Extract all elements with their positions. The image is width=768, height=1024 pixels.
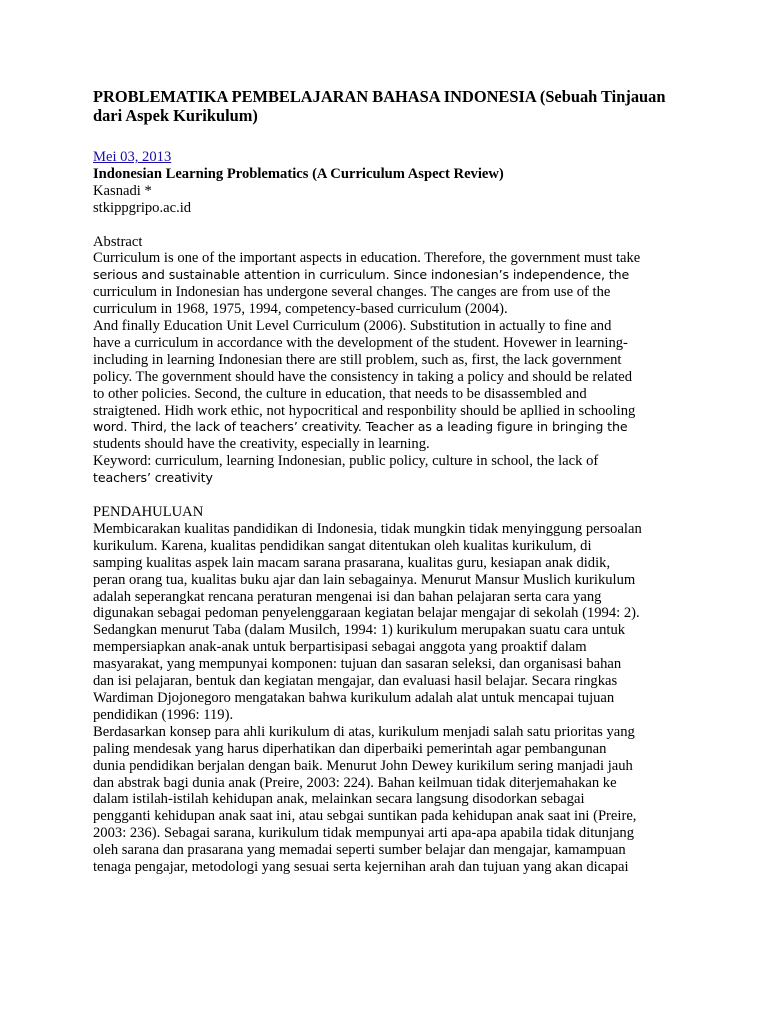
text-line: dunia pendidikan berjalan dengan baik. Menurut John Dewey kurikilum sering manjadi jauh [93, 757, 633, 774]
text-line: samping kualitas aspek lain macam sarana prasarana, kualitas guru, kesiapan anak didik, [93, 554, 611, 571]
text-line: dalam istilah-istilah kehidupan anak, melainkan secara langsung disodorkan sebagai [93, 791, 585, 808]
text-line: masyarakat, yang mempunyai komponen: tujuan dan sasaran seleksi, dan organisasi bahan [93, 656, 622, 673]
section-heading: PENDAHULUAN [93, 504, 204, 520]
text-line: policy. The government should have the consistency in taking a policy and should be related [93, 368, 633, 385]
text-line: pengganti kehidupan anak saat ini, atau sebgai suntikan pada kehidupan anak saat ini (Preire, [93, 808, 637, 825]
text-line: peran orang tua, kualitas buku ajar dan lain sebagainya. Menurut Mansur Muslich kurikulum [93, 571, 636, 588]
text-line: Keyword: curriculum, learning Indonesian, public policy, culture in school, the lack of [93, 453, 599, 470]
article-title: PROBLEMATIKA PEMBELAJARAN BAHASA INDONESIA (Sebuah Tinjauan dari Aspek Kurikulum) [93, 87, 666, 125]
text-line: paling mendesak yang harus diperhatikan dan diperbaiki pemerintah agar pembangunan [93, 740, 607, 757]
text-line: to other policies. Second, the culture in education, that needs to be disassembled and [93, 385, 587, 402]
body-paragraph-1 [93, 521, 693, 724]
text-line: serious and sustainable attention in curriculum. Since indonesian’s independence, the [93, 267, 630, 283]
text-line: dan isi pelajaran, bentuk dan kegiatan mengajar, dan evaluasi hasil belajar. Secara ringkas [93, 673, 618, 690]
article-content [93, 87, 693, 876]
text-line: Membicarakan kualitas pandidikan di Indonesia, tidak mungkin tidak menyinggung persoalan [93, 520, 642, 537]
text-line: curriculum in 1968, 1975, 1994, competency-based curriculum (2004). [93, 301, 508, 318]
text-line: curriculum in Indonesian has undergone several changes. The canges are from use of the [93, 284, 611, 301]
text-line: adalah seperangkat rencana peraturan mengenai isi dan bahan pelajaran serta cara yang [93, 588, 602, 605]
text-line: And finally Education Unit Level Curriculum (2006). Substitution in actually to fine and [93, 318, 612, 335]
keywords-paragraph [93, 453, 693, 487]
text-line: kurikulum. Karena, kualitas pendidikan sangat ditentukan oleh kualitas kurikulum, di [93, 537, 592, 554]
text-line: Wardiman Djojonegoro mengatakan bahwa kurikulum adalah alat untuk mencapai tujuan [93, 689, 615, 706]
abstract-heading: Abstract [93, 233, 143, 250]
english-title: Indonesian Learning Problematics (A Curriculum Aspect Review) [93, 165, 504, 182]
affiliation: stkippgripo.ac.id [93, 199, 192, 216]
text-line: students should have the creativity, especially in learning. [93, 436, 430, 453]
text-line: oleh sarana dan prasarana yang memadai seperti sumber belajar dan mengajar, kamampuan [93, 842, 626, 859]
body-paragraph-2 [93, 724, 693, 876]
post-date-link[interactable]: Mei 03, 2013 [93, 149, 172, 165]
text-line: Curriculum is one of the important aspects in education. Therefore, the government must take [93, 250, 641, 267]
text-line: straigtened. Hidh work ethic, not hypocritical and responbility should be apllied in schooling [93, 402, 636, 419]
text-line: tenaga pengajar, metodologi yang sesuai serta kejernihan arah dan tujuan yang akan dicapai [93, 859, 629, 876]
text-line: mempersiapkan anak-anak untuk berpartisipasi sebagai anggota yang proaktif dalam [93, 639, 587, 656]
author-name: Kasnadi * [93, 182, 152, 199]
text-line: including in learning Indonesian there are still problem, such as, first, the lack government [93, 351, 622, 368]
text-line: dan abstrak bagi dunia anak (Preire, 2003: 224). Bahan keilmuan tidak diterjemahakan ke [93, 774, 617, 791]
abstract-paragraph [93, 250, 693, 453]
text-line: digunakan sebagai pedoman penyelenggaraan kegiatan belajar mengajar di sekolah (1994: 2). [93, 605, 640, 622]
text-line: 2003: 236). Sebagai sarana, kurikulum tidak mempunyai arti apa-apa apabila tidak ditunjang [93, 825, 635, 842]
text-line: pendidikan (1996: 119). [93, 706, 234, 723]
text-line: word. Third, the lack of teachers’ creativity. Teacher as a leading figure in bringing the [93, 419, 628, 435]
text-line: teachers’ creativity [93, 470, 213, 486]
text-line: have a curriculum in accordance with the development of the student. Hovewer in learning- [93, 334, 628, 351]
text-line: Sedangkan menurut Taba (dalam Musilch, 1994: 1) kurikulum merupakan suatu cara untuk [93, 622, 626, 639]
article-meta [93, 149, 693, 217]
text-line: Berdasarkan konsep para ahli kurikulum di atas, kurikulum menjadi salah satu prioritas yang [93, 723, 635, 740]
